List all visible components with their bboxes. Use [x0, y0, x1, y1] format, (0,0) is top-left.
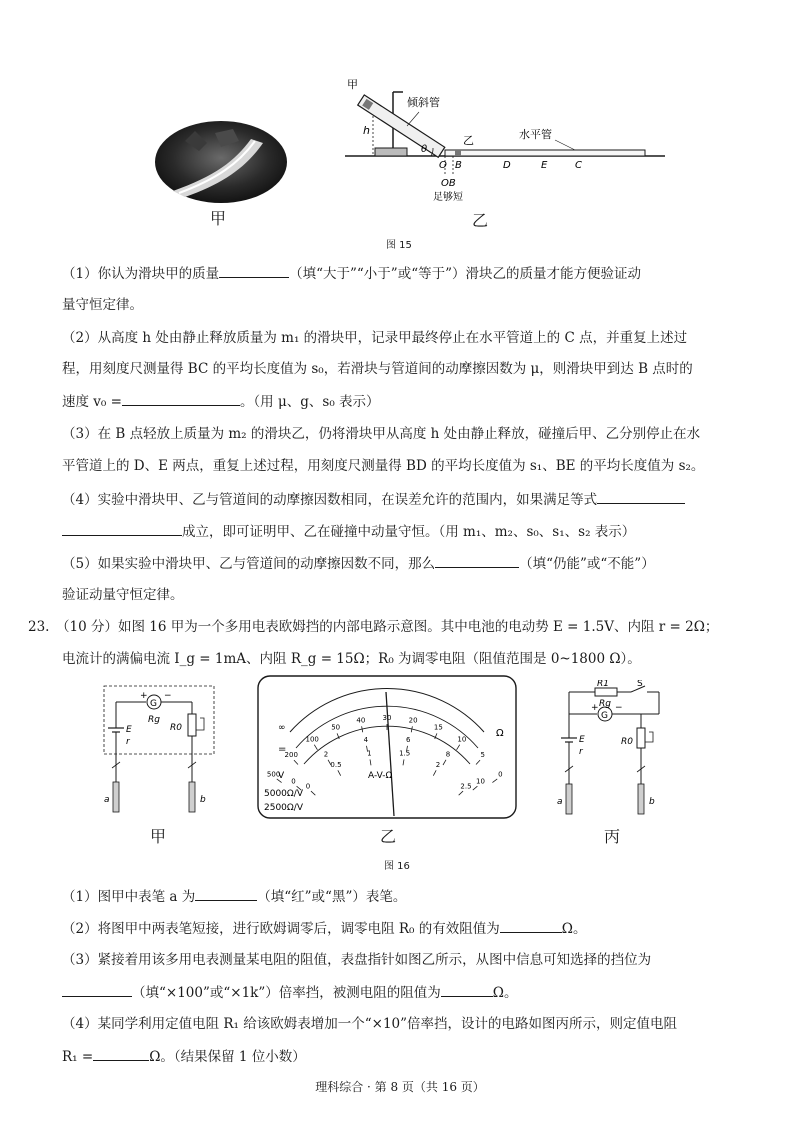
q22-part2-line2: 程，用刻度尺测量得 BC 的平均长度值为 s₀，若滑块与管道间的动摩擦因数为 μ，则滑块甲到达 B 点时的	[62, 361, 693, 377]
jia-minus: −	[164, 691, 172, 701]
ohm-scale-label: 50	[331, 723, 341, 732]
q23-blank-1[interactable]	[195, 886, 257, 901]
fig16-label-bing: 丙	[604, 827, 621, 846]
jia-r: r	[126, 737, 130, 747]
circuit-jia	[100, 682, 220, 822]
ohm-scale-label: 0	[498, 770, 503, 779]
ac-scale-label: 0.5	[330, 760, 342, 769]
label-D: D	[503, 160, 511, 171]
ohm-scale-label: 30	[382, 714, 392, 722]
label-horizontal: 水平管	[519, 128, 552, 141]
label-theta: θ	[421, 144, 428, 155]
q23-blank-4[interactable]	[441, 982, 493, 997]
q23-number: 23.	[28, 619, 50, 635]
dc-scale-label: 0	[291, 777, 296, 786]
ac-scale-label: 1.5	[399, 749, 411, 758]
q23-part1: （1）图甲中表笔 a 为 （填“红”或“黑”）表笔。	[62, 886, 406, 907]
v-symbol: V	[278, 771, 285, 781]
dc-scale-label: 8	[445, 750, 451, 759]
dc-scale-label: 4	[363, 735, 369, 744]
dc-scale-label: 2	[323, 750, 329, 759]
jia-b: b	[200, 795, 206, 805]
dc-symbol: =	[278, 744, 287, 755]
figure-15	[140, 78, 660, 248]
q22-part2-line1: （2）从高度 h 处由静止释放质量为 m₁ 的滑块甲，记录甲最终停止在水平管道上的 C 点，并重复上述过	[62, 330, 688, 346]
bing-r: r	[579, 747, 583, 757]
q22-part5-line1: （5）如果实验中滑块甲、乙与管道间的动摩擦因数不同，那么 （填“仍能”或“不能”）	[62, 553, 655, 574]
q22-part3-line1: （3）在 B 点轻放上质量为 m₂ 的滑块乙，仍将滑块甲从高度 h 处由静止释放，碰撞后甲、乙分别停止在水	[62, 426, 701, 442]
ohm-scale-label: 5	[480, 751, 485, 760]
ac-scale-label: 2	[435, 760, 441, 769]
bing-b: b	[649, 797, 655, 807]
label-h: h	[363, 124, 370, 137]
jia-G: G	[150, 699, 157, 709]
bing-E: E	[579, 735, 585, 745]
bing-G: G	[601, 711, 608, 721]
dc-scale-label: 6	[405, 735, 411, 744]
figure-16-caption: 图 16	[384, 861, 410, 872]
q23-part4-line1: （4）某同学利用定值电阻 R₁ 给该欧姆表增加一个“×10”倍率挡，设计的电路如图丙所示，则定值电阻	[62, 1016, 678, 1032]
jia-a: a	[104, 795, 110, 805]
center-label: A-V-Ω	[368, 771, 393, 781]
bing-Rg: Rg	[599, 699, 611, 709]
bing-minus: −	[615, 703, 623, 713]
bing-a: a	[557, 797, 563, 807]
ohm-unit: Ω	[496, 728, 504, 739]
fig16-label-yi: 乙	[380, 827, 397, 846]
bing-S: S	[637, 680, 643, 689]
q23-blank-5[interactable]	[93, 1046, 149, 1061]
q22-part2-line3: 速度 v₀ = 。（用 μ、g、s₀ 表示）	[62, 391, 380, 412]
label-yi: 乙	[463, 134, 474, 147]
label-C: C	[575, 160, 582, 171]
ohm-scale-label: 200	[284, 751, 298, 760]
figure-15-caption: 图 15	[386, 240, 412, 251]
q22-part3-line2: 平管道上的 D、E 两点，重复上述过程，用刻度尺测量得 BD 的平均长度值为 s₁、BE 的平均长度值为 s₂。	[62, 458, 705, 474]
q22-part4-line1: （4）实验中滑块甲、乙与管道间的动摩擦因数相同，在误差允许的范围内，如果满足等式	[62, 489, 685, 510]
ohm-scale-label: 500	[266, 770, 281, 779]
jia-Rg: Rg	[148, 715, 160, 725]
slide-diagram	[345, 78, 665, 208]
label-inclined: 倾斜管	[407, 96, 440, 109]
q22-part5-line2: 验证动量守恒定律。	[62, 587, 184, 603]
ohm-scale-label: 10	[457, 735, 467, 744]
bing-R1: R1	[597, 680, 609, 689]
q22-blank-3[interactable]	[597, 489, 685, 504]
q23-part3-line1: （3）紧接着用该多用电表测量某电阻的阻值，表盘指针如图乙所示，从图中信息可知选择的挡位为	[62, 952, 652, 968]
q22-part1: （1）你认为滑块甲的质量 （填“大于”“小于”或“等于”）滑块乙的质量才能方便验证动	[62, 263, 641, 284]
q22-blank-1[interactable]	[219, 263, 289, 278]
q23-intro-line1: （10 分）如图 16 甲为一个多用电表欧姆挡的内部电路示意图。其中电池的电动势 E = 1.5V、内阻 r = 2Ω；	[56, 619, 719, 635]
sensitivity-1: 5000Ω/V	[264, 789, 303, 799]
q23-intro-line2: 电流计的满偏电流 I_g = 1mA、内阻 R_g = 15Ω；R₀ 为调零电阻（阻值范围是 0~1800 Ω）。	[62, 651, 641, 667]
ohm-scale-label: 100	[305, 735, 319, 744]
q22-part4-line2: 成立，即可证明甲、乙在碰撞中动量守恒。（用 m₁、m₂、s₀、s₁、s₂ 表示）	[62, 521, 635, 542]
q23-part4-line2: R₁ = Ω。（结果保留 1 位小数）	[62, 1046, 306, 1067]
label-B: B	[455, 160, 462, 171]
slide-photo	[155, 121, 287, 203]
q23-blank-3[interactable]	[62, 982, 132, 997]
dc-scale-label: 10	[475, 777, 485, 786]
q23-part3-line2: （填“×100”或“×1k”）倍率挡，被测电阻的阻值为 Ω。	[62, 982, 517, 1003]
circuit-bing	[555, 680, 675, 820]
ac-scale-label: 1	[367, 749, 372, 758]
q22-blank-2[interactable]	[122, 391, 240, 406]
q22-part1-cont: 量守恒定律。	[62, 297, 143, 313]
label-short: 足够短	[433, 192, 463, 203]
ohm-infinity: ∞	[278, 723, 286, 733]
jia-E: E	[126, 725, 132, 735]
jia-R0: R0	[170, 723, 182, 733]
page-footer: 理科综合 · 第 8 页（共 16 页）	[315, 1080, 485, 1094]
label-O: O	[439, 160, 447, 171]
ohm-scale-label: 20	[408, 716, 418, 725]
ohm-scale-label: 40	[356, 716, 366, 725]
sensitivity-2: 2500Ω/V	[264, 803, 303, 813]
label-jia: 甲	[347, 78, 358, 91]
q23-blank-2[interactable]	[500, 918, 562, 933]
label-OB: OB	[441, 178, 456, 189]
q23-part2: （2）将图甲中两表笔短接，进行欧姆调零后，调零电阻 R₀ 的有效阻值为 Ω。	[62, 918, 586, 939]
q22-blank-4[interactable]	[435, 553, 519, 568]
bing-R0: R0	[621, 737, 633, 747]
q22-blank-3-cont[interactable]	[62, 521, 182, 536]
ac-scale-label: 2.5	[460, 782, 472, 791]
diagram-label: 乙	[472, 211, 489, 230]
ac-scale-label: 0	[305, 782, 311, 791]
fig16-label-jia: 甲	[150, 827, 167, 846]
ohm-scale-label: 15	[433, 723, 443, 732]
photo-label: 甲	[210, 209, 227, 228]
meter-dial	[256, 674, 518, 820]
bing-plus: +	[591, 703, 599, 713]
jia-plus: +	[140, 691, 148, 701]
label-E: E	[541, 160, 548, 171]
